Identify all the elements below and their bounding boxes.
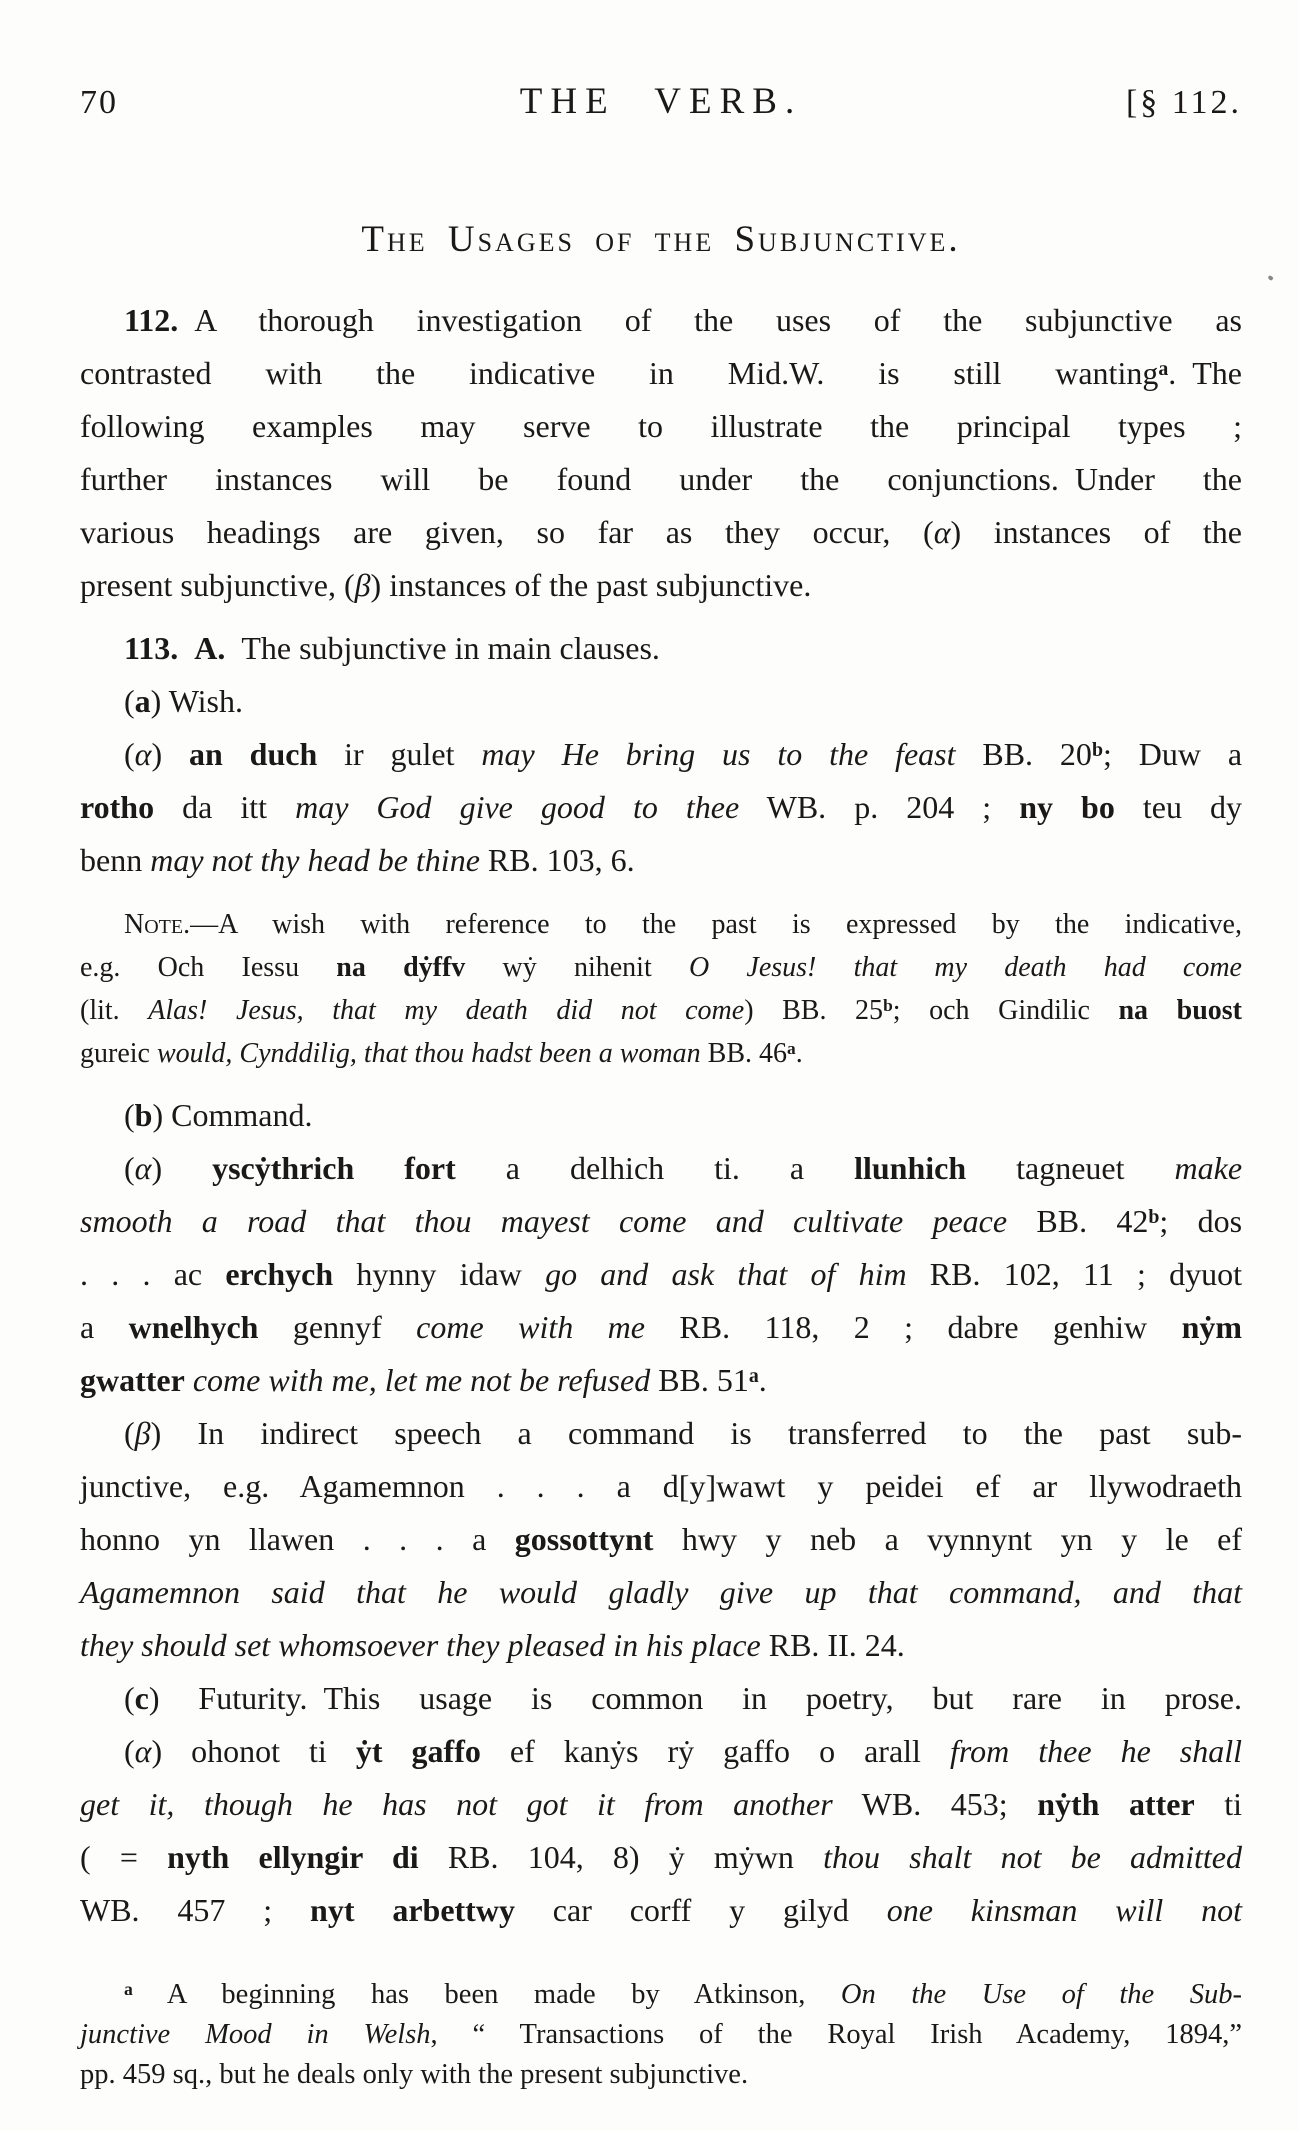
- text-run: may God give good to thee: [295, 789, 740, 825]
- text-run: BB. 51: [650, 1362, 749, 1398]
- text-run: ti: [1194, 1786, 1243, 1822]
- text-line: [80, 1195, 1242, 1248]
- text-run: would, Cynddilig, that thou hadst been a woman: [156, 1038, 701, 1069]
- text-run: ny bo: [1019, 789, 1115, 825]
- text-run: ) ohonot ti: [151, 1733, 356, 1769]
- text-line: [80, 1142, 1242, 1195]
- scan-speck: [1267, 275, 1273, 281]
- text-run: RB. II. 24.: [760, 1627, 905, 1663]
- text-line: [80, 1089, 1242, 1142]
- text-run: ) BB. 25: [744, 995, 884, 1026]
- text-run: various headings are given, so far as they occur, (: [80, 514, 934, 550]
- text-line: [80, 903, 1242, 946]
- text-run: Alas! Jesus, that my death did not come: [148, 995, 745, 1026]
- text-line: [80, 728, 1242, 781]
- text-run: contrasted with the indicative in Mid.W. is still wanting: [80, 355, 1159, 391]
- text-run: ; Duw a: [1102, 736, 1243, 772]
- text-run: [185, 1362, 193, 1398]
- text-run: (: [124, 736, 135, 772]
- text-run: The subjunctive in main clauses.: [225, 630, 660, 666]
- text-run: llunhich: [854, 1150, 967, 1186]
- text-run: hwy y neb a vynnynt yn y le ef: [653, 1521, 1243, 1557]
- text-line: [80, 1460, 1242, 1513]
- text-run: O Jesus! that my death had come: [688, 952, 1242, 983]
- section-heading: The Usages of the Subjunctive.: [361, 219, 961, 260]
- text-run: a: [124, 1979, 133, 2000]
- text-run: WB. 453;: [832, 1786, 1038, 1822]
- text-line: [80, 781, 1242, 834]
- text-line: [80, 946, 1242, 989]
- text-run: Agamemnon said that he would gladly give up that command, and that: [80, 1574, 1242, 1610]
- text-line: [80, 1619, 1242, 1672]
- text-run: b: [1091, 739, 1103, 762]
- text-line: [80, 1248, 1242, 1301]
- text-run: a: [787, 1039, 796, 1059]
- text-run: RB. 102, 11 ; dyuot: [906, 1256, 1243, 1292]
- text-run: ) In indirect speech a command is transferred to the past sub-: [150, 1415, 1242, 1451]
- text-run: a delhich ti. a: [455, 1150, 855, 1186]
- text-run: (: [124, 1097, 135, 1133]
- text-run: WB. 457 ;: [80, 1892, 311, 1928]
- text-run: come with me: [416, 1309, 645, 1345]
- text-line: [80, 1513, 1242, 1566]
- text-run: 112.: [124, 302, 179, 338]
- text-run: an duch: [188, 736, 318, 772]
- text-run: BB. 46: [700, 1038, 787, 1069]
- text-run: rotho: [80, 789, 155, 825]
- text-run: β: [134, 1415, 151, 1451]
- text-run: α: [933, 514, 951, 550]
- text-run: e.g. Och Iessu: [80, 952, 337, 983]
- text-run: a: [134, 683, 151, 719]
- text-run: WB. p. 204 ;: [739, 789, 1020, 825]
- text-run: ef kanẏs rẏ gaffo o arall: [480, 1733, 950, 1769]
- paragraph-112: [80, 294, 1242, 612]
- text-run: present subjunctive, (: [80, 567, 355, 603]
- text-run: On the Use of the Sub-: [840, 1979, 1242, 2010]
- text-run: na buost: [1118, 995, 1242, 1026]
- text-line: [80, 1778, 1242, 1831]
- text-run: ) instances of the: [950, 514, 1243, 550]
- text-line: [80, 1725, 1242, 1778]
- text-line: [80, 294, 1242, 347]
- text-run: RB. 104, 8) ẏ mẏwn: [418, 1839, 824, 1875]
- text-run: A beginning has been made by Atkinson,: [132, 1979, 841, 2010]
- text-run: ẏt gaffo: [355, 1733, 481, 1769]
- paragraph-c-alpha: [80, 1725, 1242, 1937]
- section-reference: [§ 112.: [1125, 84, 1242, 121]
- text-line: [80, 2015, 1242, 2055]
- text-run: gossottynt: [514, 1521, 654, 1557]
- text-run: honno yn llawen . . . a: [80, 1521, 515, 1557]
- text-run: (: [124, 1733, 135, 1769]
- text-run: pp. 459 sq., but he deals only with the present subjunctive.: [80, 2059, 749, 2090]
- text-run: wnelhych: [128, 1309, 259, 1345]
- text-run: α: [134, 1150, 152, 1186]
- text-run: gureic: [80, 1038, 157, 1069]
- text-run: from thee he shall: [949, 1733, 1243, 1769]
- text-run: . . . ac: [80, 1256, 226, 1292]
- text-run: β: [354, 567, 371, 603]
- text-run: ): [151, 736, 189, 772]
- text-run: teu dy: [1114, 789, 1243, 825]
- text-run: thou shalt not be admitted: [823, 1839, 1242, 1875]
- text-run: RB. 118, 2 ; dabre genhiw: [644, 1309, 1182, 1345]
- text-run: Note.: [124, 909, 191, 940]
- text-run: (: [124, 1150, 135, 1186]
- text-run: b: [134, 1097, 153, 1133]
- text-run: c: [134, 1680, 149, 1716]
- paragraph-113-main-clauses: [80, 622, 1242, 887]
- text-line: [80, 559, 1242, 612]
- text-run: RB. 103, 6.: [479, 842, 635, 878]
- text-run: BB. 42: [1007, 1203, 1149, 1239]
- text-run: come with me, let me not be refused: [192, 1362, 651, 1398]
- text-run: a: [1158, 358, 1169, 381]
- page-number: 70: [80, 84, 118, 121]
- running-head: [80, 80, 1242, 123]
- text-run: b: [1148, 1206, 1160, 1229]
- text-run: ( =: [80, 1839, 168, 1875]
- text-line: [80, 1831, 1242, 1884]
- text-run: they should set whomsoever they pleased in his place: [80, 1627, 761, 1663]
- text-line: [80, 1032, 1242, 1075]
- text-run: gennyf: [258, 1309, 417, 1345]
- text-run: nyth ellyngir di: [167, 1839, 419, 1875]
- text-run: [178, 630, 194, 666]
- text-run: (: [124, 683, 135, 719]
- text-line: [80, 347, 1242, 400]
- text-run: junctive Mood in Welsh: [80, 2019, 431, 2050]
- text-run: following examples may serve to illustrate the principal types ;: [80, 408, 1242, 444]
- text-run: smooth a road that thou mayest come and cultivate peace: [80, 1203, 1008, 1239]
- text-run: ; dos: [1159, 1203, 1243, 1239]
- text-run: one kinsman will not: [886, 1892, 1243, 1928]
- text-run: wẏ nihenit: [465, 952, 689, 983]
- text-run: go and ask that of him: [545, 1256, 907, 1292]
- text-run: A.: [194, 630, 226, 666]
- text-line: [80, 2055, 1242, 2095]
- text-run: BB. 20: [955, 736, 1092, 772]
- text-run: nẏm: [1181, 1309, 1243, 1345]
- text-run: yscẏthrich fort: [212, 1150, 456, 1186]
- text-run: ) Wish.: [150, 683, 243, 719]
- text-run: ir gulet: [317, 736, 482, 772]
- text-run: ): [151, 1150, 213, 1186]
- text-run: .: [758, 1362, 767, 1398]
- paragraph-b-command: [80, 1089, 1242, 1142]
- paragraph-beta-indirect: [80, 1407, 1242, 1672]
- text-run: a: [748, 1365, 759, 1388]
- text-line: [80, 1354, 1242, 1407]
- text-run: ; och Gindilic: [892, 995, 1119, 1026]
- text-run: nyt arbettwy: [310, 1892, 515, 1928]
- text-line: [80, 989, 1242, 1032]
- text-line: [80, 400, 1242, 453]
- text-run: tagneuet: [966, 1150, 1175, 1186]
- text-line: [80, 1672, 1242, 1725]
- footnote: [80, 1975, 1242, 2095]
- text-line: [80, 1301, 1242, 1354]
- running-title: THE VERB.: [519, 81, 803, 122]
- text-run: ) Futurity. This usage is common in poetry, but rare in prose.: [148, 1680, 1242, 1716]
- text-line: [80, 1407, 1242, 1460]
- text-line: [80, 675, 1242, 728]
- text-run: hynny idaw: [333, 1256, 546, 1292]
- text-line: [80, 1884, 1242, 1937]
- text-run: ) Command.: [152, 1097, 313, 1133]
- text-run: α: [134, 1733, 152, 1769]
- text-line: [80, 834, 1242, 887]
- text-run: α: [134, 736, 152, 772]
- text-line: [80, 453, 1242, 506]
- text-run: 113.: [124, 630, 179, 666]
- text-run: ) instances of the past subjunctive.: [370, 567, 812, 603]
- text-run: erchych: [225, 1256, 334, 1292]
- text-run: A thorough investigation of the uses of the subjunctive as: [178, 302, 1242, 338]
- text-run: benn: [80, 842, 151, 878]
- text-run: , “ Transactions of the Royal Irish Academy, 1894,”: [430, 2019, 1242, 2050]
- text-run: .: [795, 1038, 803, 1069]
- text-run: car corff y gilyd: [514, 1892, 887, 1928]
- text-line: [80, 1975, 1242, 2015]
- text-run: make: [1174, 1150, 1243, 1186]
- text-run: may He bring us to the feast: [481, 736, 956, 772]
- text-run: get it, though he has not got it from another: [80, 1786, 833, 1822]
- text-line: [80, 1566, 1242, 1619]
- text-run: junctive, e.g. Agamemnon . . . a d[y]wawt y peidei ef ar llywodraeth: [80, 1468, 1242, 1504]
- text-run: . The: [1168, 355, 1242, 391]
- text-run: further instances will be found under the conjunctions. Under the: [80, 461, 1242, 497]
- page-body: [80, 294, 1242, 2095]
- text-run: nẏth atter: [1037, 1786, 1195, 1822]
- text-run: (: [124, 1415, 135, 1451]
- paragraph-b-alpha: [80, 1142, 1242, 1407]
- text-run: —A wish with reference to the past is expressed by the indicative,: [190, 909, 1242, 940]
- text-run: gwatter: [80, 1362, 185, 1398]
- note-paragraph: [80, 903, 1242, 1075]
- text-line: [80, 622, 1242, 675]
- text-run: (: [124, 1680, 135, 1716]
- text-run: da itt: [154, 789, 296, 825]
- text-run: (lit.: [80, 995, 149, 1026]
- paragraph-c-futurity: [80, 1672, 1242, 1725]
- text-line: [80, 506, 1242, 559]
- text-run: b: [883, 996, 893, 1016]
- text-run: may not thy head be thine: [150, 842, 480, 878]
- text-run: na dẏffv: [336, 952, 466, 983]
- text-run: a: [80, 1309, 129, 1345]
